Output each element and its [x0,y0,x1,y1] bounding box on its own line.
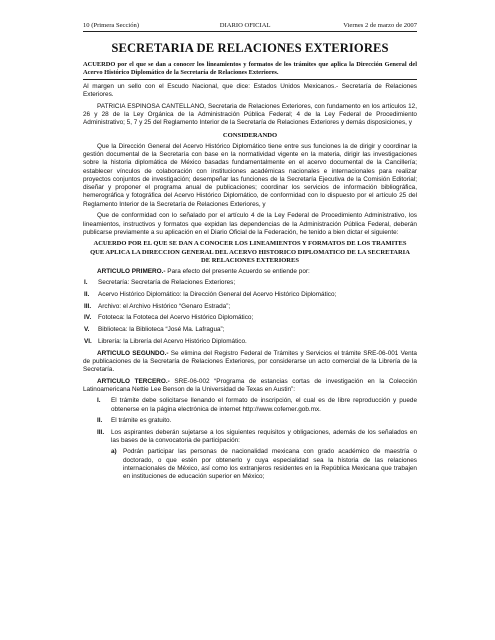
item-number: III. [97,428,105,436]
definition-number: I. [84,279,88,287]
considerando-paragraph-1: Que la Dirección General del Acervo Histórico Diplomático tiene entre sus funciones la de dirigir y coordinar la gestión documental de la Secretaría con base en la normatividad vigente en la materia, dirigir las investigaciones sobre la historia diplomática de México basadas fundamentalmente en el acervo documental de la Cancillería; establecer vínculos de colaboración con instituciones académicas nacionales e internacionales para realizar proyectos conjuntos de investigación; desempeñar las funciones de la Secretaría Ejecutiva de la Comisión Editorial; diseñar y proponer el programa anual de publicaciones; coordinar los servicios de información bibliográfica, hemerográfica y fotográfica del Acervo Histórico Diplomático, de conformidad con lo dispuesto por el artículo 25 del Reglamento Interior de la Secretaría de Relaciones Exteriores, y [83,142,417,208]
definition-number: III. [84,302,92,310]
article-third-text: SRE-06-002 “Programa de estancias cortas de investigación en la Colección Latinoamericana Nettie Lee Benson de la Universidad de Texas en Austin”: [83,377,417,393]
definition-item [83,303,417,311]
article-third-item [97,429,417,446]
considerando-paragraph-2: Que de conformidad con lo señalado por el artículo 4 de la Ley Federal de Procedimiento Administrativo, los lineamientos, instructivos y formatos que expidan las dependencias de la Administración Pública Federal, deberán publicarse previamente a su aplicación en el Diario Oficial de la Federación, he tenido a bien dictar el siguiente: [83,212,417,236]
definition-number: VI. [84,337,92,345]
definition-item [83,314,417,322]
article-first-label: ARTICULO PRIMERO.- [97,267,166,275]
acuerdo-title: ACUERDO POR EL QUE SE DAN A CONOCER LOS LINEAMIENTOS Y FORMATOS DE LOS TRAMITES QUE APLICA LA DIRECCION GENERAL DEL ACERVO HISTORICO DIPLOMATICO DE LA SECRETARIA DE RELACIONES EXTERIORES [90,240,410,264]
item-number: I. [97,397,101,405]
section-title: SECRETARIA DE RELACIONES EXTERIORES [111,41,389,55]
definition-item [83,326,417,334]
definitions-list [83,279,417,346]
item-number: II. [97,417,103,425]
definition-text: Acervo Histórico Diplomático: la Dirección General del Acervo Histórico Diplomático; [98,291,337,299]
definition-number: V. [84,326,90,334]
subitem-text: Podrán participar las personas de nacionalidad mexicana con grado académico de maestría o doctorado, o que estén por obtenerlo y cuya especialidad sea la historia de las relaciones internacionales de México, así como los extranjeros residentes en la República Mexicana que trabajen en instituciones de educación superior en México; [123,448,417,481]
page-section: 10 (Primera Sección) [83,22,140,29]
article-third [83,378,417,395]
article-second-label: ARTICULO SEGUNDO.- [97,349,169,357]
item-text: Los aspirantes deberán sujetarse a los siguientes requisitos y obligaciones, además de los señalados en las bases de la convocatoria de participación: [111,428,417,444]
definition-text: Archivo: el Archivo Histórico “Genaro Estrada”; [98,302,231,310]
article-first [83,268,417,276]
article-third-label: ARTICULO TERCERO.- [97,377,170,385]
definition-text: Librería: la Librería del Acervo Histórico Diplomático. [98,337,247,345]
considerando-heading: CONSIDERANDO [222,131,278,139]
article-third-list [83,397,417,481]
publication-name: DIARIO OFICIAL [219,22,271,29]
article-second [83,350,417,375]
definition-item [83,338,417,346]
article-third-subitem [111,448,417,481]
article-third-item [97,417,417,425]
margin-paragraph: Al margen un sello con el Escudo Nacional, que dice: Estados Unidos Mexicanos.- Secretaría de Relaciones Exteriores. [83,83,417,99]
acuerdo-heading: ACUERDO por el que se dan a conocer los lineamientos y formatos de los trámites que aplica la Dirección General del Acervo Histórico Diplomático de la Secretaría de Relaciones Exteriores. [83,61,417,80]
article-first-text: Para efecto del presente Acuerdo se entiende por: [165,267,310,275]
definition-text: Secretaría: Secretaría de Relaciones Exteriores; [98,279,236,287]
definition-number: II. [84,291,90,299]
article-third-item [97,397,417,414]
definition-number: IV. [84,314,92,322]
definition-text: Biblioteca: la Biblioteca “José Ma. Lafragua”; [98,326,225,334]
item-text: El trámite es gratuito. [111,417,172,425]
publication-date: Viernes 2 de marzo de 2007 [343,22,417,29]
page-header [83,22,417,32]
definition-item [83,279,417,287]
subitem-letter: a) [111,448,117,456]
document-page [83,22,417,484]
definition-text: Fototeca: la Fototeca del Acervo Histórico Diplomático; [98,314,254,322]
signatory-paragraph: PATRICIA ESPINOSA CANTELLANO, Secretaria de Relaciones Exteriores, con fundamento en los artículos 12, 26 y 28 de la Ley Orgánica de la Administración Pública Federal; 4 de la Ley Federal de Procedimiento Administrativo; 5, 7 y 25 del Reglamento Interior de la Secretaría de Relaciones Exteriores y demás disposiciones, y [83,102,417,127]
item-text: El trámite debe solicitarse llenando el formato de inscripción, el cual es de libre reproducción y puede obtenerse en la página electrónica de internet http://www.cofemer.gob.mx. [111,397,417,413]
article-second-text: Se elimina del Registro Federal de Trámites y Servicios el trámite SRE-06-001 Venta de publicaciones de la Secretaría de Relaciones Exteriores, por considerarse un acto comercial de la Librería de la Secretaría. [83,349,417,374]
definition-item [83,291,417,299]
